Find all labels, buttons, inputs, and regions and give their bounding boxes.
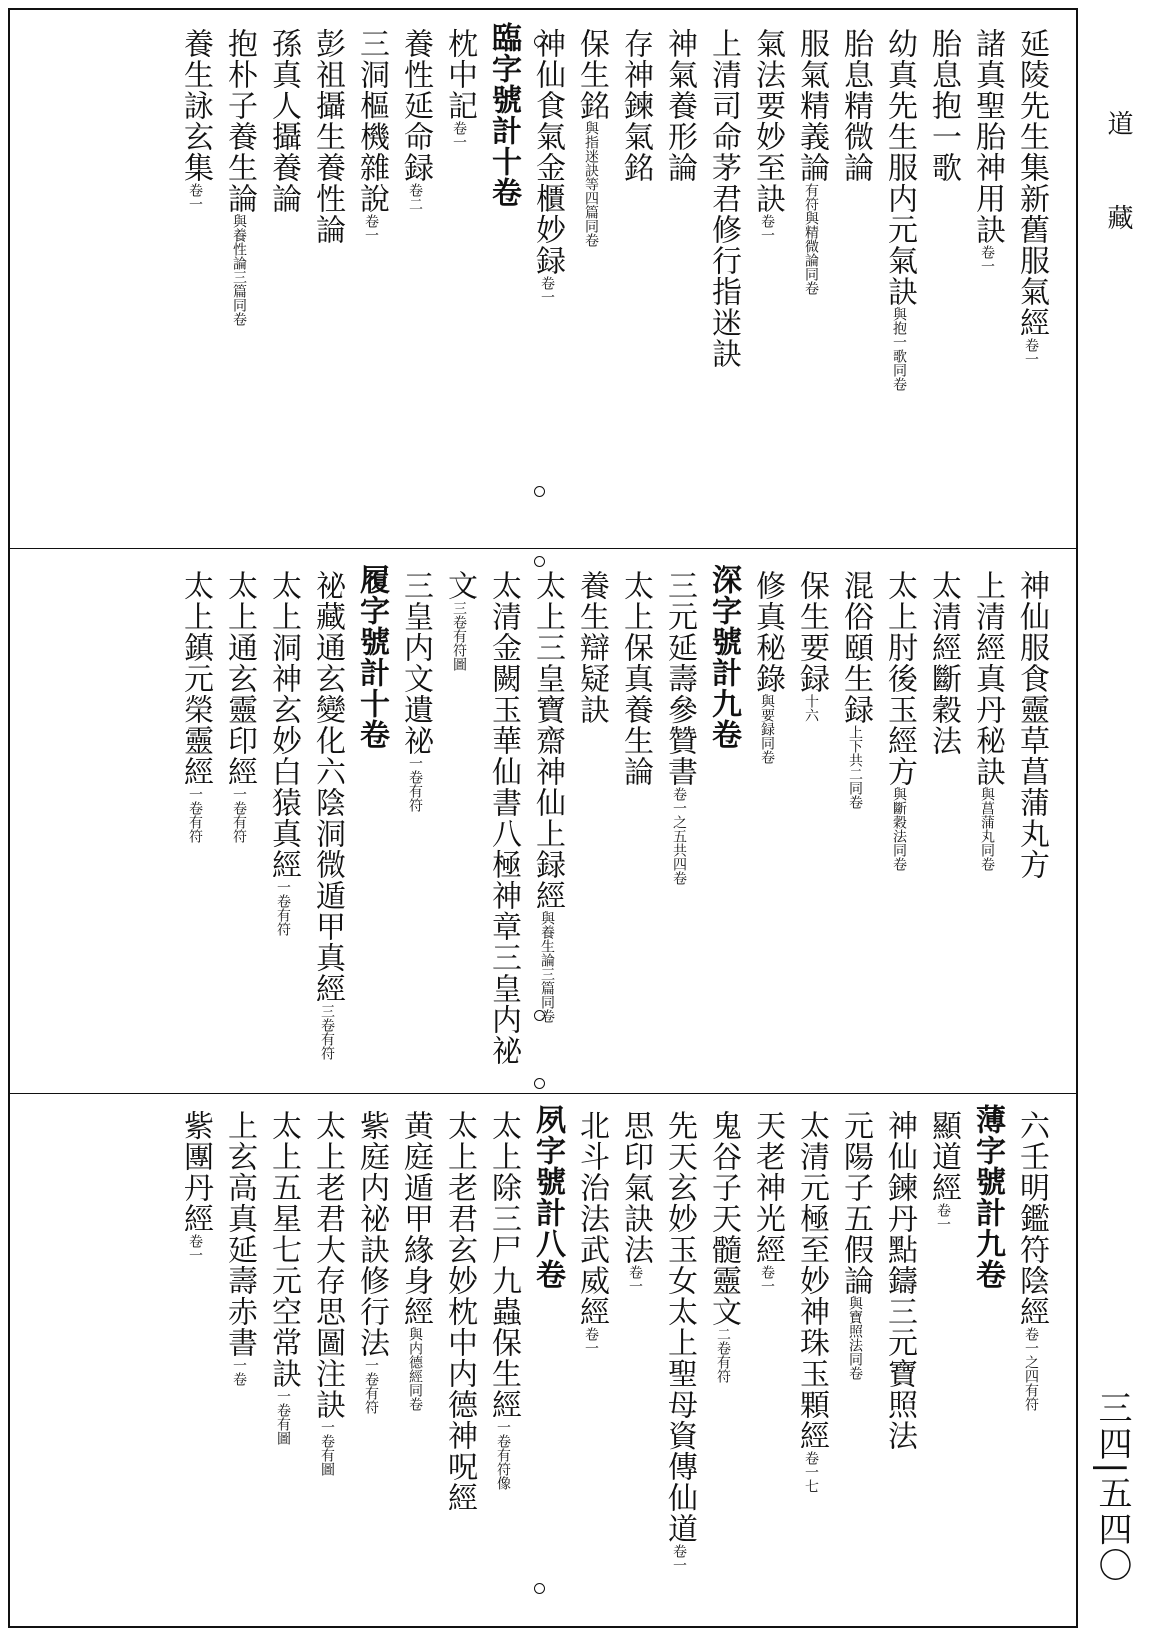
entry-title: 混俗頤生録 (838, 570, 873, 725)
entry-title: 太上三皇寶齋神仙上録經 (530, 570, 565, 911)
entry-title: 修真秘錄 (750, 570, 785, 694)
catalog-entry (528, 570, 566, 1023)
catalog-entry (396, 570, 434, 812)
entry-title: 夙字號計八卷 (530, 1104, 565, 1290)
entry-title: 黄庭遁甲緣身經 (398, 1110, 433, 1327)
entry-annotation: 一卷 (231, 1358, 247, 1386)
catalog-entry (836, 1110, 874, 1380)
entry-title: 文 (442, 570, 477, 601)
entry-annotation: 卷一之五共四卷 (671, 787, 687, 885)
entry-title: 保生銘 (574, 28, 609, 121)
catalog-entry (308, 28, 346, 245)
entry-annotation: 卷一 (979, 245, 995, 273)
entry-annotation: 與養生論三篇同卷 (539, 911, 555, 1023)
catalog-entry (572, 28, 610, 247)
entry-annotation: 十六 (803, 694, 819, 722)
entry-title: 上清經真丹秘訣 (970, 570, 1005, 787)
entry-title: 鬼谷子天髓靈文 (706, 1110, 741, 1327)
catalog-entry (528, 28, 566, 304)
catalog-entry (484, 1110, 522, 1490)
text-panel-middle (40, 564, 1050, 1080)
entry-annotation: 卷一 (1023, 338, 1039, 366)
entry-annotation: 一卷有符像 (495, 1420, 511, 1490)
entry-annotation: 卷一七 (803, 1451, 819, 1493)
catalog-entry (264, 570, 302, 936)
catalog-entry (704, 28, 742, 369)
catalog-entry (176, 1110, 214, 1262)
catalog-entry (880, 28, 918, 391)
entry-title: 養生詠玄集 (178, 28, 213, 183)
catalog-entry (836, 28, 874, 183)
entry-annotation: 卷一 (759, 1265, 775, 1293)
catalog-entry (352, 28, 390, 242)
entry-title: 天老神光經 (750, 1110, 785, 1265)
catalog-entry (616, 28, 654, 183)
catalog-entry (748, 1110, 786, 1293)
entry-annotation: 卷一之四有符 (1023, 1327, 1039, 1411)
catalog-entry (1012, 28, 1050, 366)
entry-title: 太上洞神玄妙白猿真經 (266, 570, 301, 880)
catalog-entry (880, 570, 918, 871)
catalog-entry (836, 570, 874, 809)
entry-annotation: 一卷有符 (231, 787, 247, 843)
entry-title: 紫團丹經 (178, 1110, 213, 1234)
entry-title: 服氣精義論 (794, 28, 829, 183)
section-heading (528, 1104, 566, 1290)
catalog-entry (264, 1110, 302, 1445)
text-panel-bottom (40, 1104, 1050, 1610)
entry-annotation: 與斷穀法同卷 (891, 787, 907, 871)
catalog-entry (352, 1110, 390, 1414)
entry-title: 顯道經 (926, 1110, 961, 1203)
entry-title: 履字號計十卷 (354, 564, 389, 750)
entry-title: 幼真先生服内元氣訣 (882, 28, 917, 307)
catalog-entry (1012, 570, 1050, 880)
entry-title: 深字號計九卷 (706, 564, 741, 750)
entry-title: 枕中記 (442, 28, 477, 121)
entry-title: 保生要録 (794, 570, 829, 694)
entry-annotation: 卷一 (627, 1265, 643, 1293)
catalog-entry (792, 28, 830, 295)
entry-annotation: 上下共二同卷 (847, 725, 863, 809)
entry-annotation: 與指迷訣等四篇同卷 (583, 121, 599, 247)
entry-title: 薄字號計九卷 (970, 1104, 1005, 1290)
catalog-entry (572, 570, 610, 725)
catalog-entry (968, 28, 1006, 273)
entry-annotation: 卷二 (407, 183, 423, 211)
entry-title: 北斗治法武威經 (574, 1110, 609, 1327)
entry-title: 太上鎮元榮靈經 (178, 570, 213, 787)
catalog-entry (792, 570, 830, 722)
catalog-entry (440, 1110, 478, 1513)
entry-title: 養性延命録 (398, 28, 433, 183)
entry-annotation: 卷一 (583, 1327, 599, 1355)
entry-title: 太清金闕玉華仙書八極神章三皇内祕 (486, 570, 521, 1066)
entry-title: 養生辯疑訣 (574, 570, 609, 725)
margin-title: 道 藏 (1103, 110, 1133, 261)
entry-title: 思印氣訣法 (618, 1110, 653, 1265)
catalog-entry (660, 28, 698, 183)
catalog-entry (220, 28, 258, 326)
entry-annotation: 一卷有圖 (319, 1420, 335, 1476)
section-heading (968, 1104, 1006, 1290)
catalog-entry (924, 1110, 962, 1231)
catalog-entry (968, 570, 1006, 871)
entry-title: 先天玄妙玉女太上聖母資傳仙道 (662, 1110, 697, 1544)
catalog-entry (616, 570, 654, 787)
entry-title: 胎息抱一歌 (926, 28, 961, 183)
catalog-entry (924, 570, 962, 756)
entry-title: 太上肘後玉經方 (882, 570, 917, 787)
catalog-entry (440, 28, 478, 149)
entry-title: 神仙食氣金櫃妙録 (530, 28, 565, 276)
entry-annotation: 卷一 (363, 214, 379, 242)
entry-title: 胎息精微論 (838, 28, 873, 183)
entry-title: 三元延壽參贊書 (662, 570, 697, 787)
entry-title: 神氣養形論 (662, 28, 697, 183)
entry-annotation: 卷一 (671, 1544, 687, 1572)
entry-title: 太上老君大存思圖注訣 (310, 1110, 345, 1420)
section-divider (10, 548, 1076, 549)
entry-annotation: 有符與精微論同卷 (803, 183, 819, 295)
catalog-entry (176, 570, 214, 843)
text-panel-top (40, 22, 1050, 528)
catalog-entry (176, 28, 214, 211)
entry-title: 臨字號計十卷 (486, 22, 521, 208)
catalog-entry (792, 1110, 830, 1493)
entry-annotation: 卷一 (759, 214, 775, 242)
catalog-entry (396, 28, 434, 211)
entry-title: 三皇内文遺祕 (398, 570, 433, 756)
entry-title: 延陵先生集新舊服氣經 (1014, 28, 1049, 338)
entry-title: 神仙服食靈草菖蒲丸方 (1014, 570, 1049, 880)
entry-annotation: 與抱一歌同卷 (891, 307, 907, 391)
catalog-entry (660, 1110, 698, 1572)
catalog-entry (440, 570, 478, 671)
entry-annotation: 一卷有符 (187, 787, 203, 843)
entry-title: 太上保真養生論 (618, 570, 653, 787)
entry-annotation: 一卷有符 (275, 880, 291, 936)
entry-title: 元陽子五假論 (838, 1110, 873, 1296)
entry-annotation: 卷一 (187, 183, 203, 211)
section-divider (10, 1093, 1076, 1094)
entry-title: 太上除三尸九蟲保生經 (486, 1110, 521, 1420)
entry-annotation: 一卷有符 (407, 756, 423, 812)
entry-annotation: 一卷有符 (363, 1358, 379, 1414)
catalog-entry (264, 28, 302, 214)
catalog-entry (660, 570, 698, 885)
entry-annotation: 與菖蒲丸同卷 (979, 787, 995, 871)
catalog-entry (220, 570, 258, 843)
catalog-entry (220, 1110, 258, 1386)
entry-annotation: 卷一 (539, 276, 555, 304)
entry-title: 六壬明鑑符陰經 (1014, 1110, 1049, 1327)
entry-title: 存神鍊氣銘 (618, 28, 653, 183)
catalog-entry (748, 28, 786, 242)
catalog-entry (616, 1110, 654, 1293)
entry-annotation: 一卷有圖 (275, 1389, 291, 1445)
entry-annotation: 卷一 (451, 121, 467, 149)
catalog-entry (880, 1110, 918, 1451)
entry-title: 抱朴子養生論 (222, 28, 257, 214)
entry-title: 太上五星七元空常訣 (266, 1110, 301, 1389)
catalog-entry (748, 570, 786, 764)
entry-title: 神仙鍊丹點鑄三元寶照法 (882, 1110, 917, 1451)
entry-title: 太上老君玄妙枕中内德神呪經 (442, 1110, 477, 1513)
catalog-entry (308, 1110, 346, 1476)
catalog-entry (924, 28, 962, 183)
entry-title: 上清司命茅君修行指迷訣 (706, 28, 741, 369)
catalog-entry (396, 1110, 434, 1411)
entry-annotation: 與要録同卷 (759, 694, 775, 764)
entry-annotation: 與内德經同卷 (407, 1327, 423, 1411)
entry-title: 太清經斷穀法 (926, 570, 961, 756)
entry-title: 祕藏通玄變化六陰洞微遁甲真經 (310, 570, 345, 1004)
entry-title: 氣法要妙至訣 (750, 28, 785, 214)
entry-annotation: 三卷有符圖 (451, 601, 467, 671)
section-heading (352, 564, 390, 750)
section-heading (704, 564, 742, 750)
entry-annotation: 卷一 (187, 1234, 203, 1262)
entry-annotation: 二卷有符 (715, 1327, 731, 1383)
entry-title: 三洞樞機雜說 (354, 28, 389, 214)
catalog-entry (572, 1110, 610, 1355)
entry-annotation: 與寶照法同卷 (847, 1296, 863, 1380)
entry-annotation: 卷一 (935, 1203, 951, 1231)
entry-title: 太清元極至妙神珠玉顆經 (794, 1110, 829, 1451)
entry-title: 孫真人攝養論 (266, 28, 301, 214)
entry-annotation: 與養性論三篇同卷 (231, 214, 247, 326)
entry-title: 上玄高真延壽赤書 (222, 1110, 257, 1358)
catalog-entry (308, 570, 346, 1060)
binding-ring-mark (534, 556, 545, 567)
margin-page-number: 三四|五四〇 (1092, 1390, 1132, 1584)
catalog-entry (484, 570, 522, 1066)
entry-title: 彭祖攝生養性論 (310, 28, 345, 245)
entry-title: 紫庭内祕訣修行法 (354, 1110, 389, 1358)
catalog-entry (1012, 1110, 1050, 1411)
entry-title: 太上通玄靈印經 (222, 570, 257, 787)
entry-title: 諸真聖胎神用訣 (970, 28, 1005, 245)
section-heading (484, 22, 522, 208)
entry-annotation: 三卷有符 (319, 1004, 335, 1060)
catalog-entry (704, 1110, 742, 1383)
